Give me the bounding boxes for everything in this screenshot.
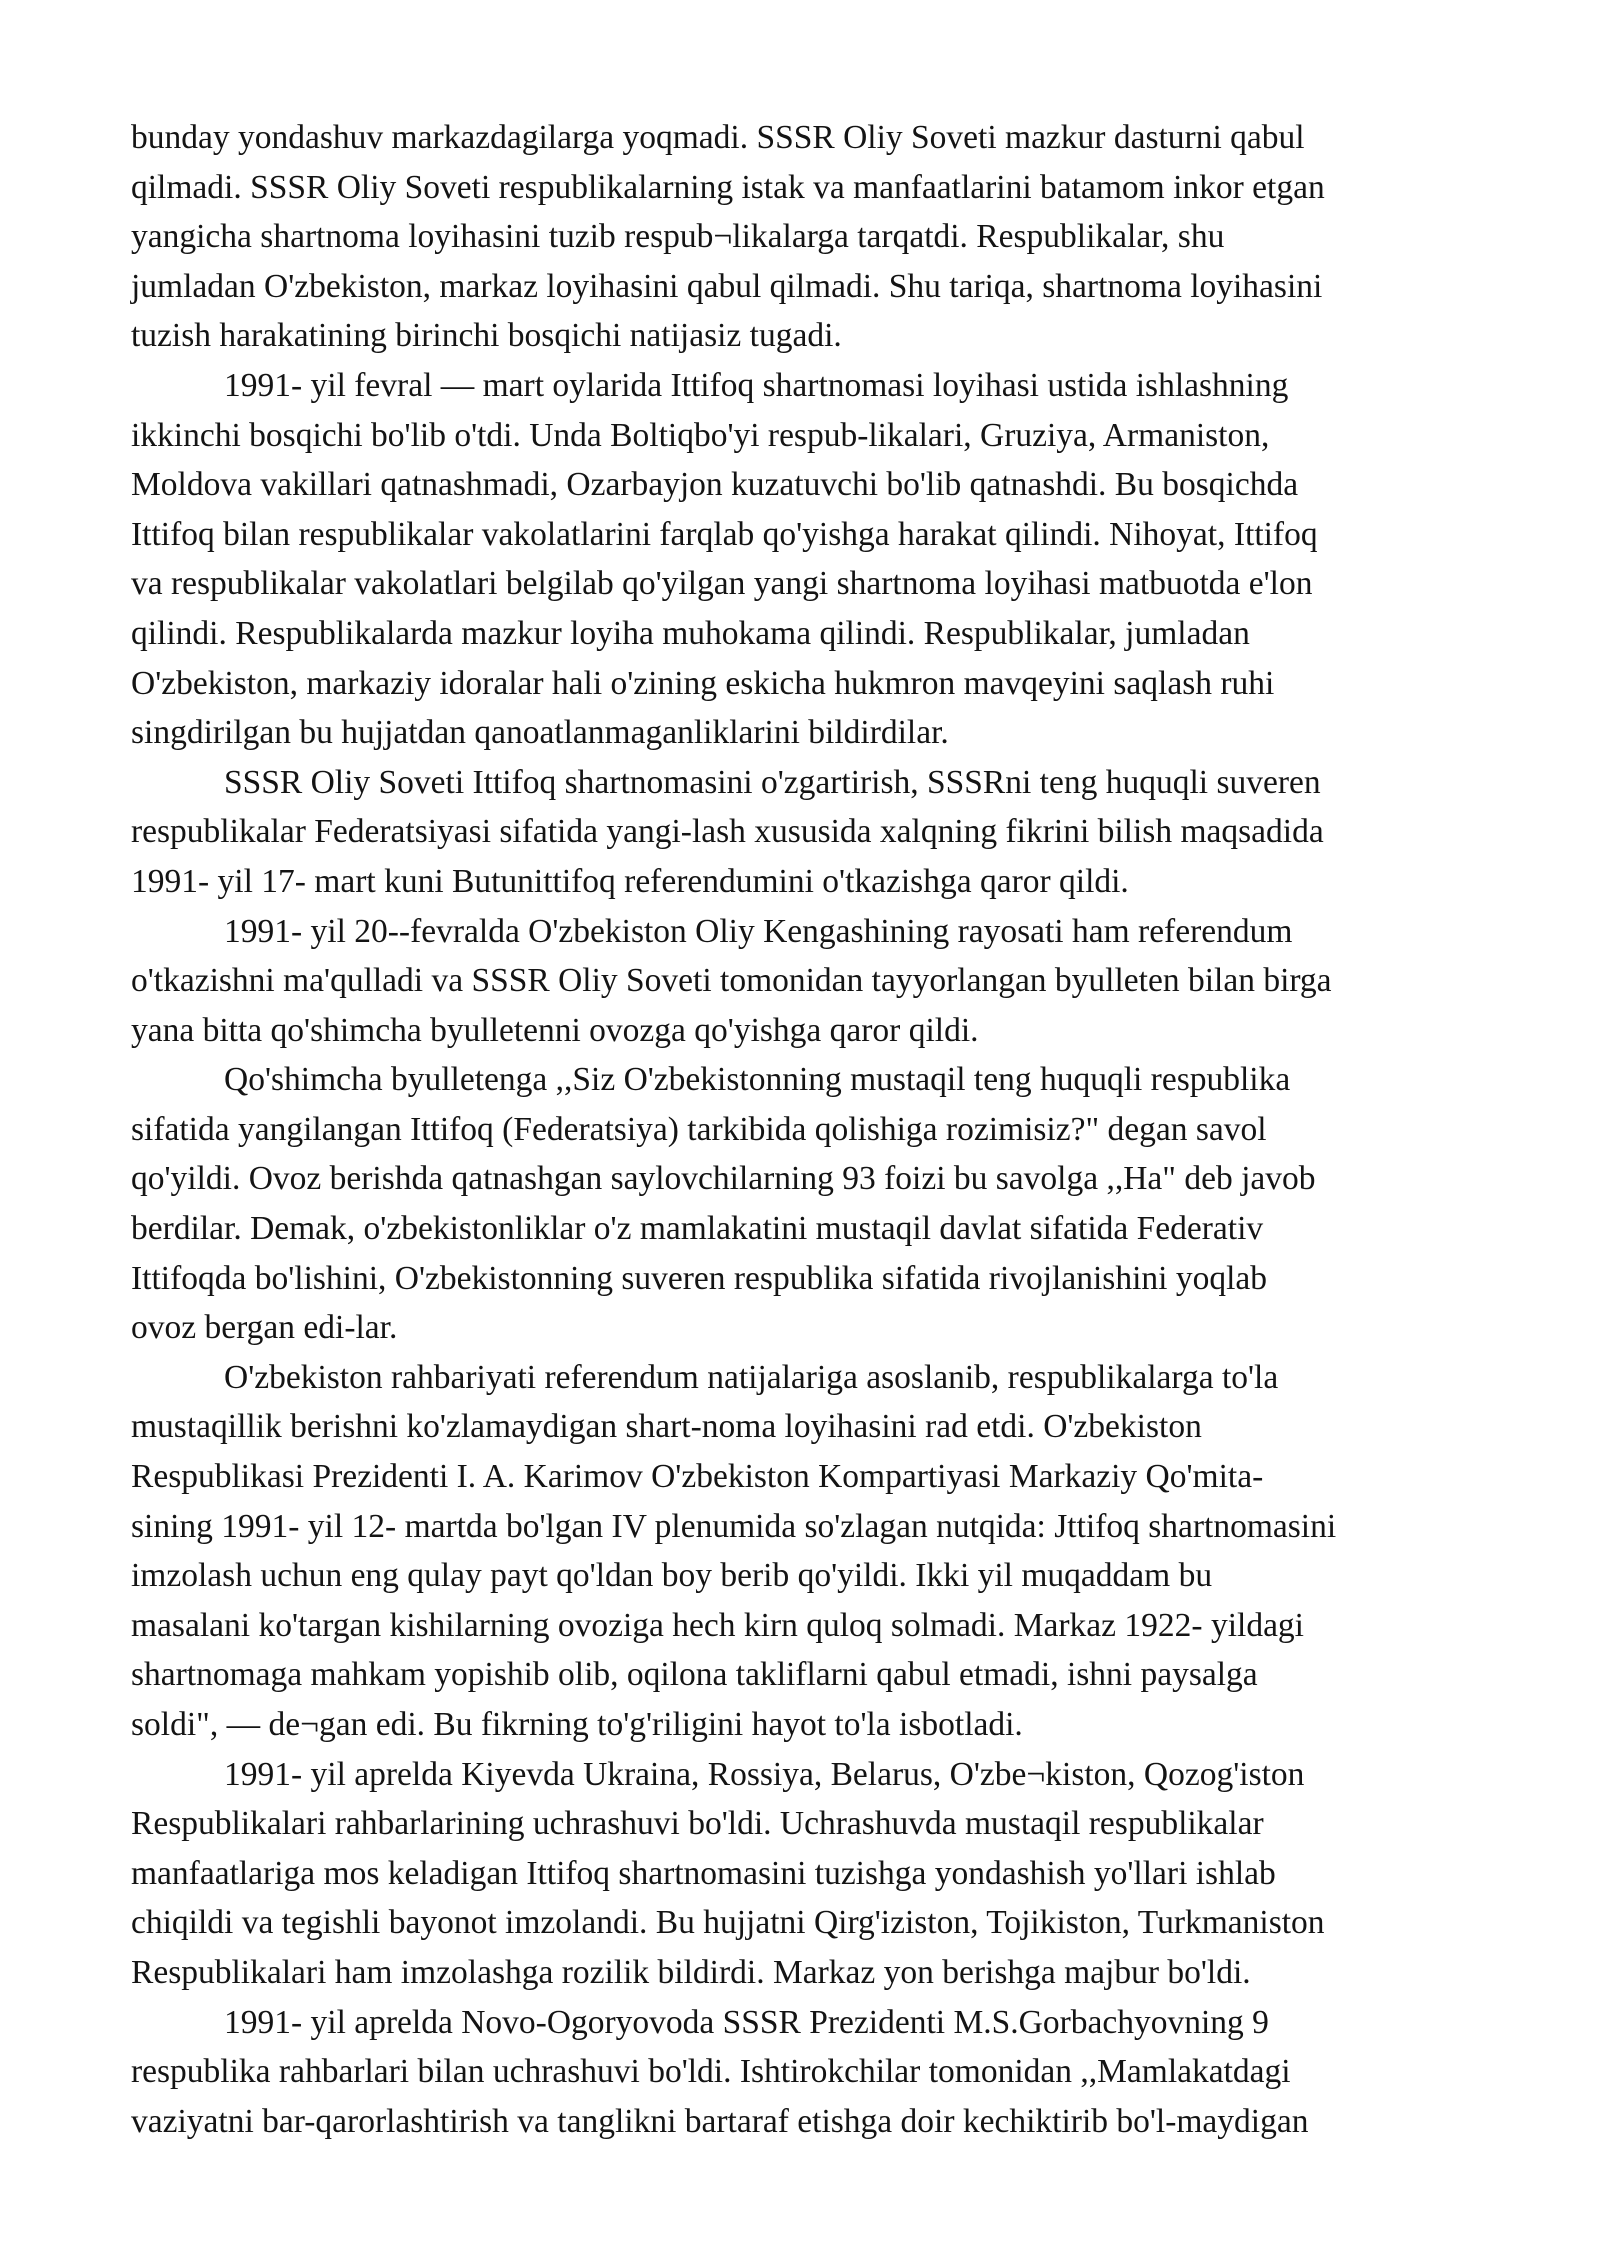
text-line: Respublikalari ham imzolashga rozilik bildirdi. Markaz yon berishga majbur bo'ldi. [131, 1953, 1251, 1991]
text-line: Qo'shimcha byulletenga ,,Siz O'zbekistonning mustaqil teng huquqli respublika [224, 1061, 1291, 1099]
text-line: respublikalar Federatsiyasi sifatida yangi-lash xususida xalqning fikrini bilish maqsadida [131, 813, 1324, 851]
text-line: shartnomaga mahkam yopishib olib, oqilona takliflarni qabul etmadi, ishni paysalga [131, 1656, 1258, 1694]
text-line: ovoz bergan edi-lar. [131, 1309, 398, 1347]
text-line: o'tkazishni ma'qulladi va SSSR Oliy Soveti tomonidan tayyorlangan byulleten bilan birga [131, 962, 1332, 1000]
paragraph [131, 1750, 1511, 1998]
paragraph [131, 907, 1511, 1056]
text-line: mustaqillik berishni ko'zlamaydigan shart-noma loyihasini rad etdi. O'zbekiston [131, 1408, 1202, 1446]
paragraph [131, 1055, 1511, 1353]
text-line: va respublikalar vakolatlari belgilab qo'yilgan yangi shartnoma loyihasi matbuotda e'lon [131, 565, 1313, 603]
text-line: Ittifoqda bo'lishini, O'zbekistonning suveren respublika sifatida rivojlanishini yoqlab [131, 1259, 1267, 1297]
text-line: sifatida yangilangan Ittifoq (Federatsiya) tarkibida qolishiga rozimisiz?" degan savol [131, 1110, 1267, 1148]
text-line: chiqildi va tegishli bayonot imzolandi. Bu hujjatni Qirg'iziston, Tojikiston, Turkmaniston [131, 1904, 1325, 1942]
text-line: vaziyatni bar-qarorlashtirish va tanglikni bartaraf etishga doir kechiktirib bo'l-maydigan [131, 2102, 1309, 2140]
text-line: 1991- yil fevral — mart oylarida Ittifoq shartnomasi loyihasi ustida ishlashning [224, 366, 1289, 404]
text-line: berdilar. Demak, o'zbekistonliklar o'z mamlakatini mustaqil davlat sifatida Federativ [131, 1210, 1264, 1248]
text-line: qo'yildi. Ovoz berishda qatnashgan saylovchilarning 93 foizi bu savolga ,,Ha" deb javob [131, 1160, 1316, 1198]
text-line: 1991- yil aprelda Novo-Ogoryovoda SSSR Prezidenti M.S.Gorbachyovning 9 [224, 2003, 1269, 2041]
text-line: qilmadi. SSSR Oliy Soveti respublikalarning istak va manfaatlarini batamom inkor etgan [131, 168, 1325, 206]
text-line: Respublikalari rahbarlarining uchrashuvi bo'ldi. Uchrashuvda mustaqil respublikalar [131, 1805, 1264, 1843]
paragraph [131, 113, 1511, 361]
text-line: respublika rahbarlari bilan uchrashuvi bo'ldi. Ishtirokchilar tomonidan ,,Mamlakatdagi [131, 2053, 1291, 2091]
text-line: SSSR Oliy Soveti Ittifoq shartnomasini o'zgartirish, SSSRni teng huquqli suveren [224, 763, 1321, 801]
text-line: manfaatlariga mos keladigan Ittifoq shartnomasini tuzishga yondashish yo'llari ishlab [131, 1854, 1276, 1892]
text-line: imzolash uchun eng qulay payt qo'ldan boy berib qo'yildi. Ikki yil muqaddam bu [131, 1557, 1213, 1595]
text-line: yana bitta qo'shimcha byulletenni ovozga qo'yishga qaror qildi. [131, 1011, 979, 1049]
text-line: singdirilgan bu hujjatdan qanoatlanmaganliklarini bildirdilar. [131, 714, 949, 752]
text-line: O'zbekiston rahbariyati referendum natijalariga asoslanib, respublikalarga to'la [224, 1358, 1279, 1396]
text-line: yangicha shartnoma loyihasini tuzib respub¬likalarga tarqatdi. Respublikalar, shu [131, 218, 1225, 256]
text-line: qilindi. Respublikalarda mazkur loyiha muhokama qilindi. Respublikalar, jumladan [131, 614, 1250, 652]
text-line: 1991- yil aprelda Kiyevda Ukraina, Rossiya, Belarus, O'zbe¬kiston, Qozog'iston [224, 1755, 1305, 1793]
paragraph [131, 1998, 1511, 2147]
text-line: 1991- yil 17- mart kuni Butunittifoq referendumini o'tkazishga qaror qildi. [131, 862, 1129, 900]
text-line: Respublikasi Prezidenti I. A. Karimov O'zbekiston Kompartiyasi Markaziy Qo'mita- [131, 1458, 1264, 1496]
paragraph [131, 758, 1511, 907]
text-line: soldi", — de¬gan edi. Bu fikrning to'g'riligini hayot to'la isbotladi. [131, 1706, 1023, 1743]
text-line: sining 1991- yil 12- martda bo'lgan IV plenumida so'zlagan nutqida: Jttifoq shartnomasini [131, 1507, 1337, 1545]
text-line: ikkinchi bosqichi bo'lib o'tdi. Unda Boltiqbo'yi respub-likalari, Gruziya, Armaniston, [131, 416, 1270, 454]
text-line: Ittifoq bilan respublikalar vakolatlarini farqlab qo'yishga harakat qilindi. Nihoyat, Ittifoq [131, 515, 1318, 553]
text-line: masalani ko'targan kishilarning ovoziga hech kirn quloq solmadi. Markaz 1922- yildagi [131, 1606, 1304, 1644]
paragraph [131, 361, 1511, 758]
text-line: jumladan O'zbekiston, markaz loyihasini qabul qilmadi. Shu tariqa, shartnoma loyihasini [131, 267, 1323, 305]
text-line: Moldova vakillari qatnashmadi, Ozarbayjon kuzatuvchi bo'lib qatnashdi. Bu bosqichda [131, 466, 1299, 504]
document-body [131, 113, 1511, 2146]
text-line: bunday yondashuv markazdagilarga yoqmadi. SSSR Oliy Soveti mazkur dasturni qabul [131, 119, 1305, 156]
text-line: tuzish harakatining birinchi bosqichi natijasiz tugadi. [131, 317, 842, 355]
text-line: 1991- yil 20--fevralda O'zbekiston Oliy Kengashining rayosati ham referendum [224, 912, 1293, 950]
text-line: O'zbekiston, markaziy idoralar hali o'zining eskicha hukmron mavqeyini saqlash ruhi [131, 664, 1275, 702]
paragraph [131, 1353, 1511, 1750]
